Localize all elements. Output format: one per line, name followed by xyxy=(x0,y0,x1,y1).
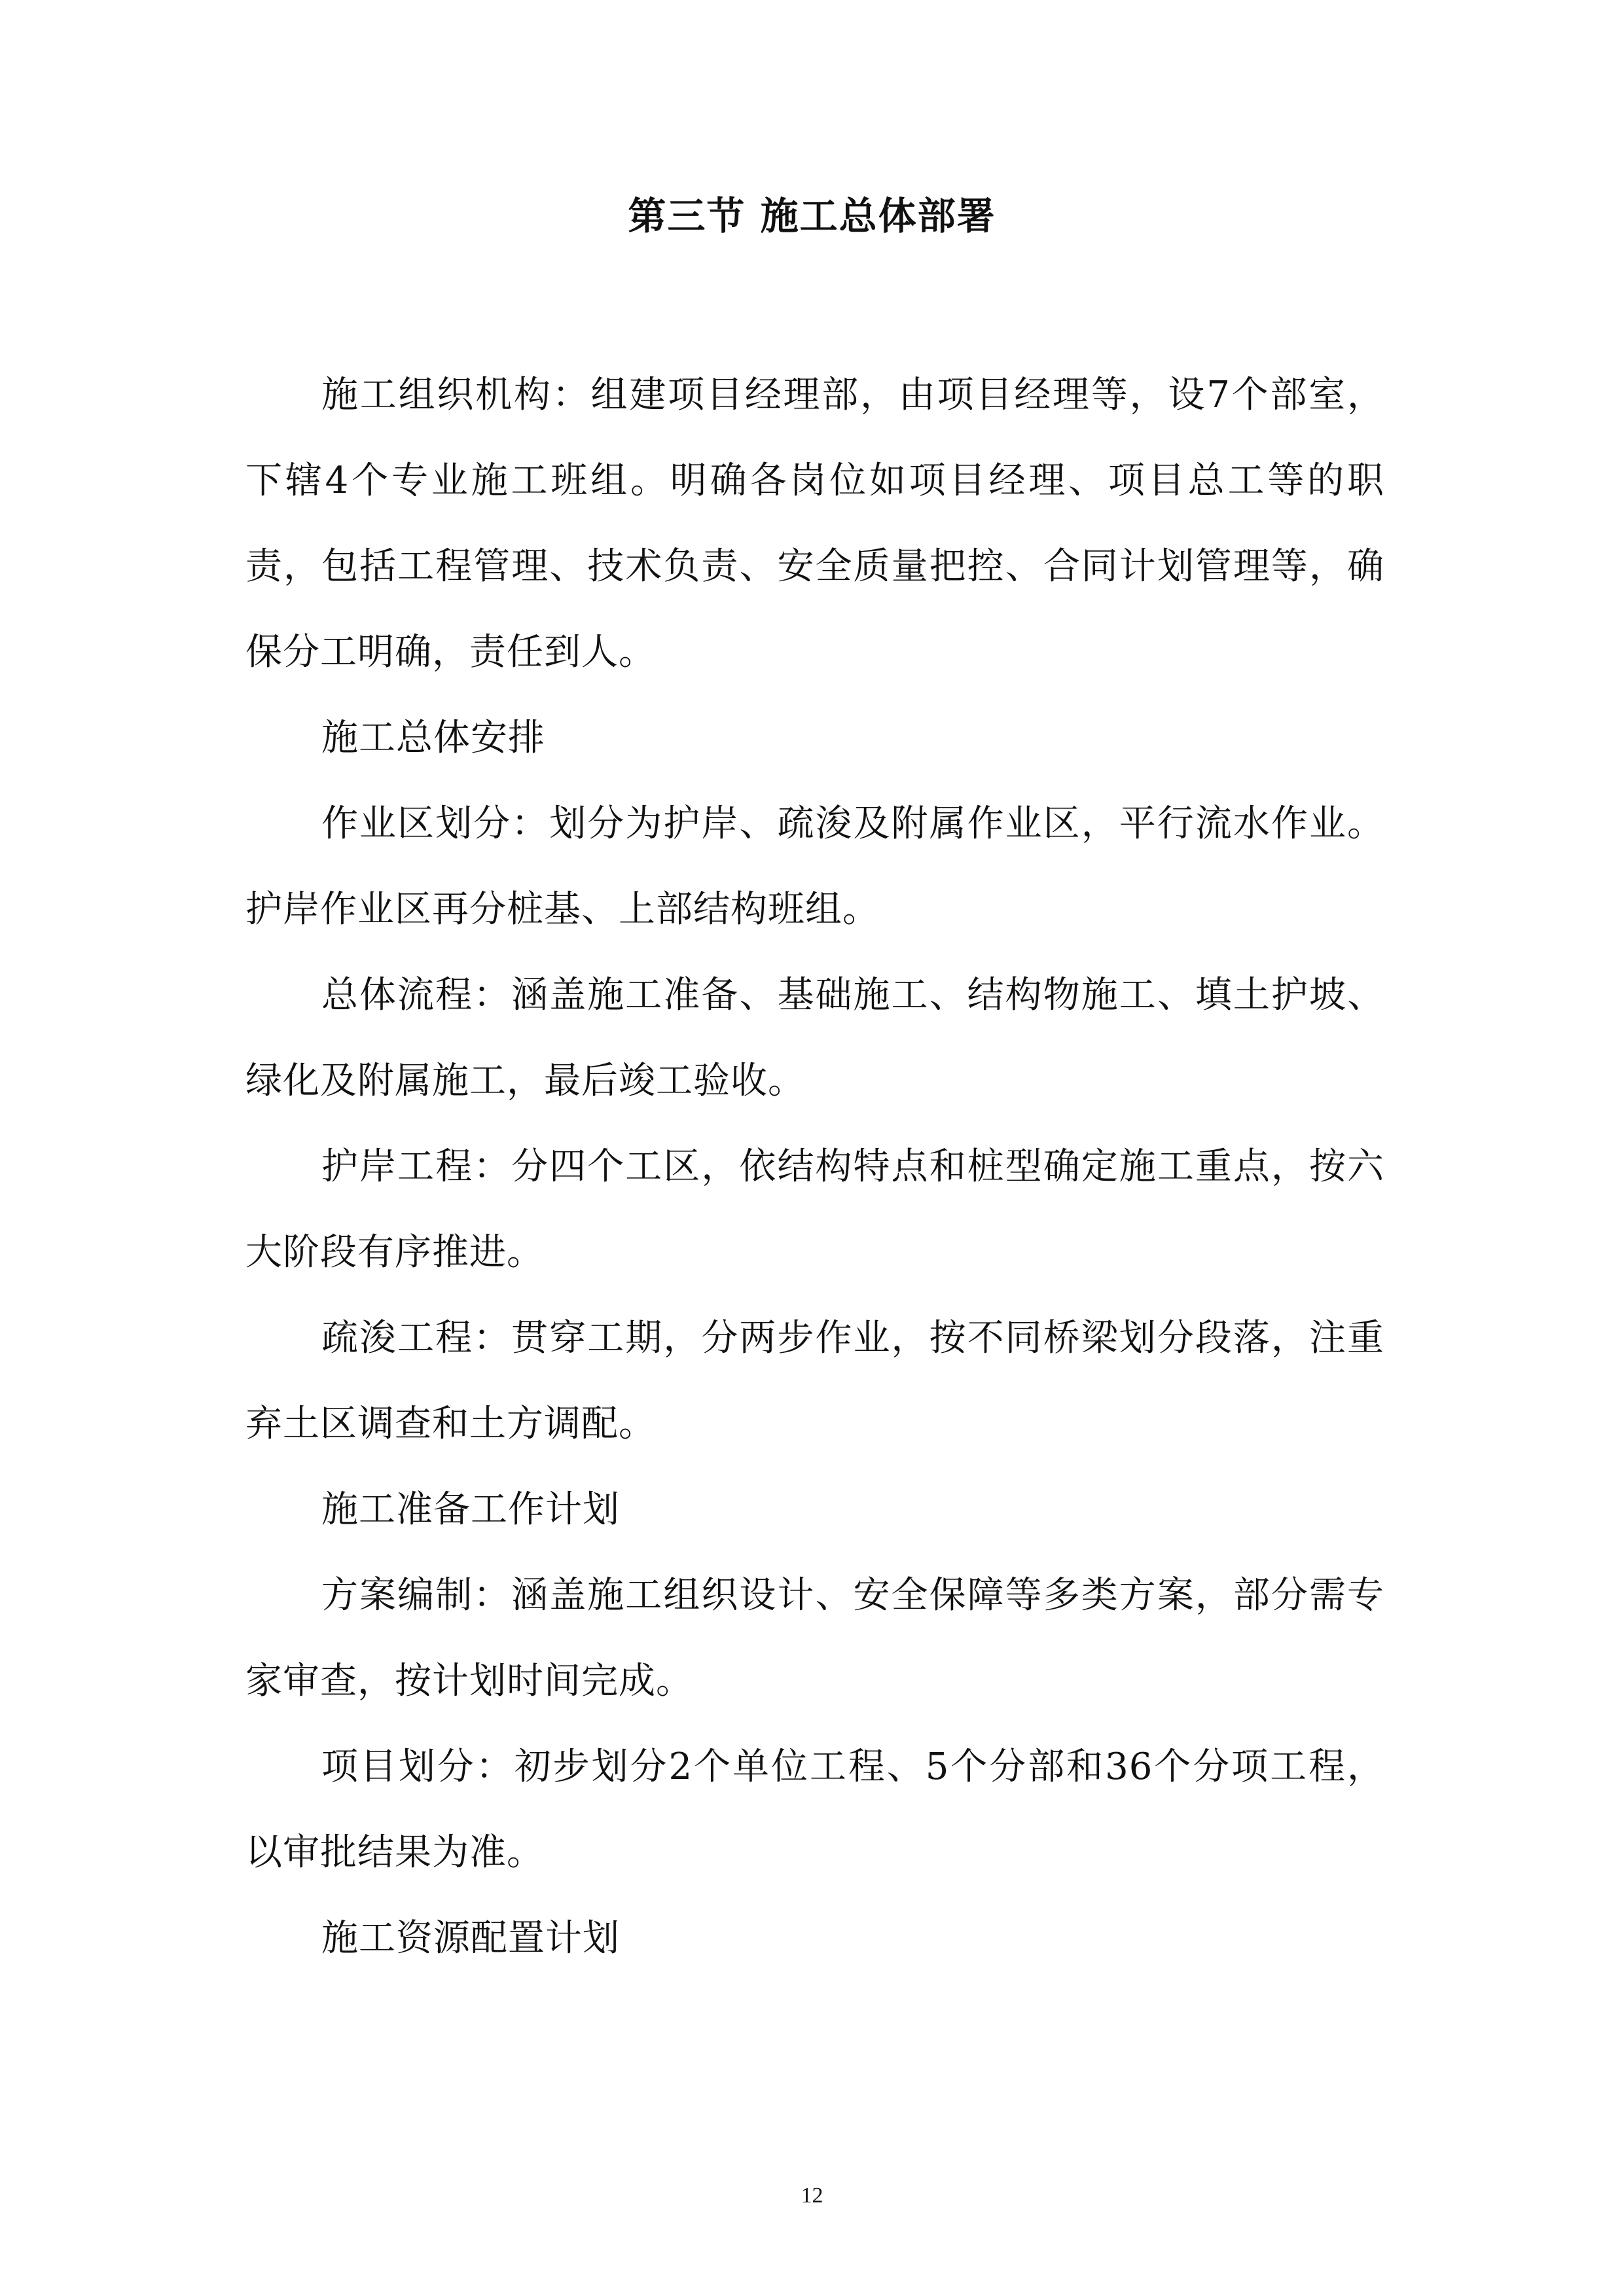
page-number: 12 xyxy=(801,2183,823,2208)
paragraph-org-structure: 施工组织机构：组建项目经理部，由项目经理等，设7个部室，下辖4个专业施工班组。明确各岗位如项目经理、项目总工等的职责，包括工程管理、技术负责、安全质量把控、合同计划管理等，确保分工明确，责任到人。 xyxy=(245,374,1384,673)
heading-overall-arrangement: 施工总体安排 xyxy=(321,717,545,759)
paragraph-overall-process: 总体流程：涵盖施工准备、基础施工、结构物施工、填土护坡、绿化及附属施工，最后竣工验收。 xyxy=(245,974,1384,1102)
paragraph-plan-compilation: 方案编制：涵盖施工组织设计、安全保障等多类方案，部分需专家审查，按计划时间完成。 xyxy=(245,1574,1384,1702)
paragraph-revetment-works: 护岸工程：分四个工区，依结构特点和桩型确定施工重点，按六大阶段有序推进。 xyxy=(245,1145,1384,1274)
paragraph-project-division: 项目划分：初步划分2个单位工程、5个分部和36个分项工程，以审批结果为准。 xyxy=(245,1746,1384,1874)
heading-preparation-plan: 施工准备工作计划 xyxy=(321,1488,620,1531)
heading-resource-plan: 施工资源配置计划 xyxy=(321,1917,620,1960)
paragraph-dredging-works: 疏浚工程：贯穿工期，分两步作业，按不同桥梁划分段落，注重弃土区调查和土方调配。 xyxy=(245,1317,1384,1445)
body-text xyxy=(245,352,1384,1981)
section-title: 第三节 施工总体部署 xyxy=(628,194,996,238)
paragraph-work-zones: 作业区划分：划分为护岸、疏浚及附属作业区，平行流水作业。护岸作业区再分桩基、上部结构班组。 xyxy=(245,802,1384,931)
